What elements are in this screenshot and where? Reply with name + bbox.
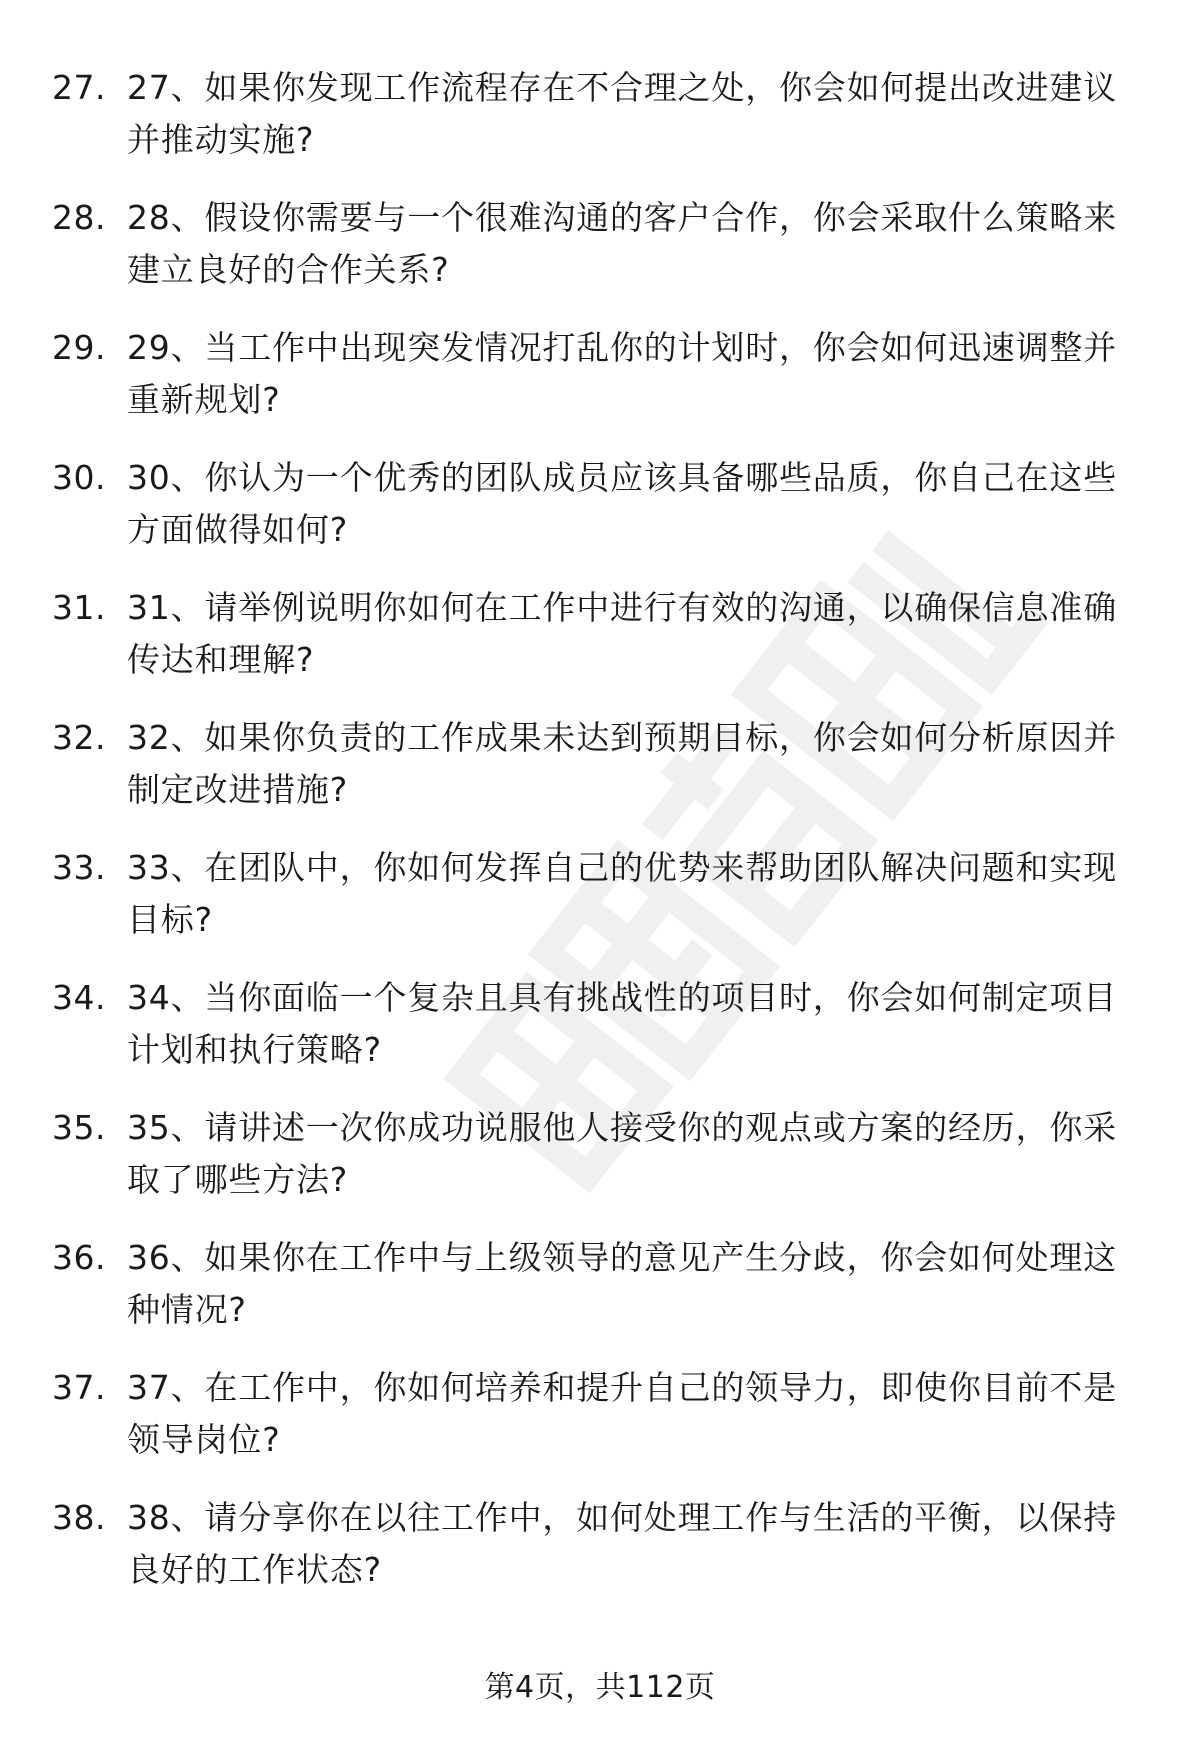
list-item <box>0 966 1200 1096</box>
item-number: 32. <box>52 718 106 757</box>
list-item <box>0 56 1200 186</box>
question-text: 36、如果你在工作中与上级领导的意见产生分歧，你会如何处理这种情况? <box>127 1238 1117 1329</box>
question-text: 34、当你面临一个复杂且具有挑战性的项目时，你会如何制定项目计划和执行策略? <box>127 978 1117 1069</box>
item-number: 36. <box>52 1238 106 1277</box>
item-number: 27. <box>52 68 106 107</box>
list-item <box>0 1226 1200 1356</box>
list-item <box>0 446 1200 576</box>
list-item <box>0 316 1200 446</box>
item-number: 29. <box>52 328 106 367</box>
question-text: 37、在工作中，你如何培养和提升自己的领导力，即使你目前不是领导岗位? <box>127 1368 1117 1459</box>
question-text: 33、在团队中，你如何发挥自己的优势来帮助团队解决问题和实现目标? <box>127 848 1117 939</box>
item-number: 31. <box>52 588 106 627</box>
list-item <box>0 706 1200 836</box>
list-item <box>0 836 1200 966</box>
question-list <box>0 56 1200 1616</box>
question-text: 31、请举例说明你如何在工作中进行有效的沟通，以确保信息准确传达和理解? <box>127 588 1117 679</box>
page-number-footer: 第4页，共112页 <box>484 1670 716 1705</box>
list-item <box>0 186 1200 316</box>
item-number: 30. <box>52 458 106 497</box>
question-text: 29、当工作中出现突发情况打乱你的计划时，你会如何迅速调整并重新规划? <box>127 328 1117 419</box>
question-text: 28、假设你需要与一个很难沟通的客户合作，你会采取什么策略来建立良好的合作关系? <box>127 198 1117 289</box>
item-number: 34. <box>52 978 106 1017</box>
item-number: 38. <box>52 1498 106 1537</box>
list-item <box>0 1486 1200 1616</box>
question-text: 35、请讲述一次你成功说服他人接受你的观点或方案的经历，你采取了哪些方法? <box>127 1108 1117 1199</box>
question-text: 30、你认为一个优秀的团队成员应该具备哪些品质，你自己在这些方面做得如何? <box>127 458 1117 549</box>
item-number: 37. <box>52 1368 106 1407</box>
item-number: 33. <box>52 848 106 887</box>
item-number: 35. <box>52 1108 106 1147</box>
question-text: 38、请分享你在以往工作中，如何处理工作与生活的平衡，以保持良好的工作状态? <box>127 1498 1117 1589</box>
list-item <box>0 1356 1200 1486</box>
question-text: 27、如果你发现工作流程存在不合理之处，你会如何提出改进建议并推动实施? <box>127 68 1117 159</box>
list-item <box>0 1096 1200 1226</box>
question-text: 32、如果你负责的工作成果未达到预期目标，你会如何分析原因并制定改进措施? <box>127 718 1117 809</box>
item-number: 28. <box>52 198 106 237</box>
list-item <box>0 576 1200 706</box>
